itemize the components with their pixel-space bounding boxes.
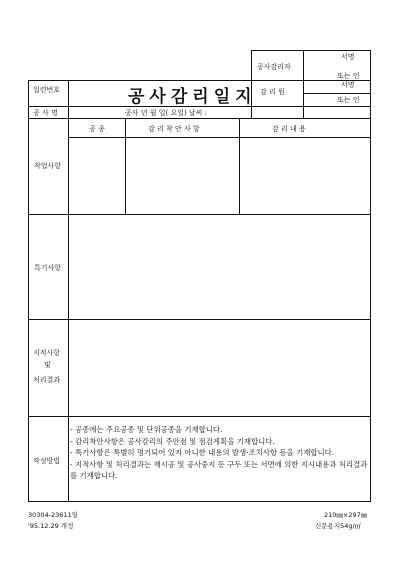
method-line: - 특기사항은 특별히 명기되어 있지 아니한 내용의 발생·조치사항 등을 기재합니다. [70,448,335,458]
method-line: - 공종에는 주요공종 및 단위공종을 기재합니다. [70,425,223,434]
indication-label-3: 처리결과 [33,376,61,384]
date-weather-line: 공사 년 월 일( 요일) 날씨 : [125,109,208,117]
special-label: 특기사항 [34,264,62,272]
work-label: 작업사항 [34,162,62,170]
indication-label-1: 지적사항 [33,349,61,357]
page-title: 공사감리일지 [128,87,257,107]
revision-date: '95.12.29 개정 [28,522,74,530]
serial-label: 일련번호 [33,86,61,94]
seal-label: 또는 인 [337,72,360,80]
paper-type: 신문용지54g/㎡ [315,522,362,530]
col-check-items: 감 리 착 안 사 항 [148,125,200,133]
sign-label: 서명 [341,53,355,61]
method-label: 작성방법 [33,457,61,465]
seal-label-2: 또는 인 [337,96,360,104]
sign-label-2: 서명 [341,81,355,89]
method-instructions [70,424,370,482]
supervisor-label: 감 리 원 [260,88,285,96]
paper-size: 210㎜×297㎜ [324,511,368,519]
method-line: - 감리착안사항은 공사감리의 주안점 및 점검계획을 기재합니다. [70,436,275,446]
method-line: - 지적사항 및 처리결과는 재시공 및 공사중지 등 구두 또는 서면에 의한 지시내용과 처리결과를 기재합니다. [70,459,368,481]
col-content: 감 리 내 용 [272,125,306,133]
indication-label-2: 및 [44,361,51,369]
project-name-label: 공 사 명 [33,109,58,117]
form-code: 30304-23611일 [28,511,78,519]
inspector-label: 공사감리자 [257,63,291,71]
col-work-type: 공 종 [89,125,105,133]
